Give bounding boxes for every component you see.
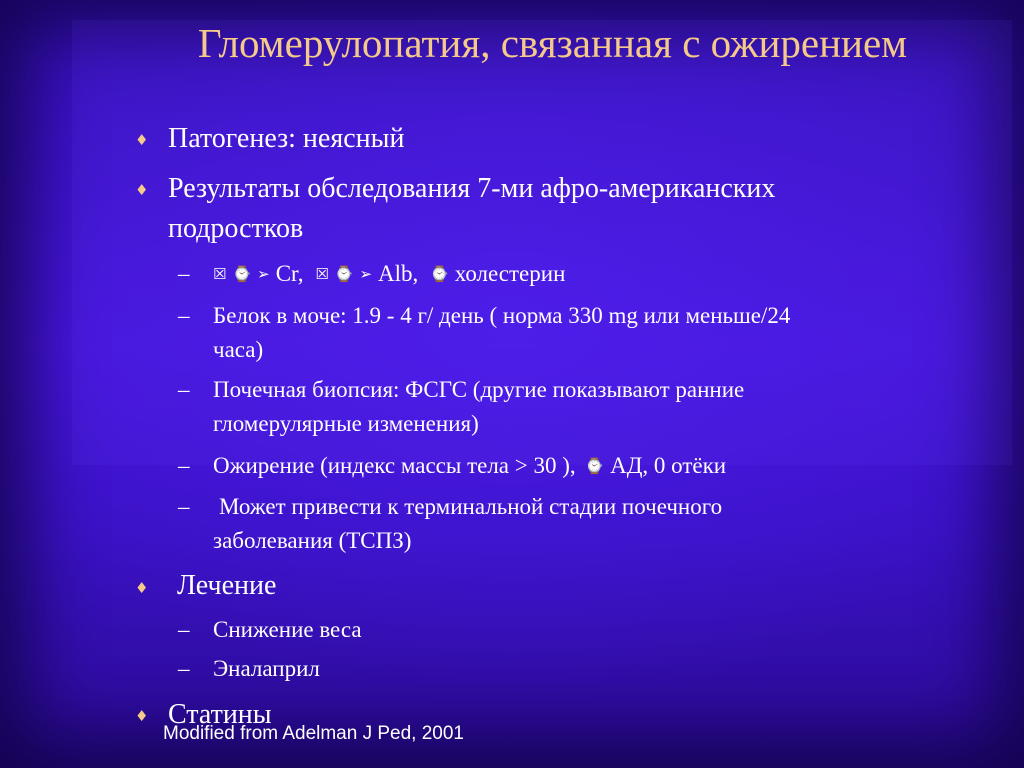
lab-cr: Cr, [275, 261, 304, 286]
arrow-symbol-icon: ➢ [257, 265, 270, 283]
bullet-treatment: Лечение [177, 570, 277, 601]
dash-bullet-icon: – [178, 617, 190, 642]
sub-protein-line2: часа) [213, 337, 264, 362]
arrow-symbol-icon: ➢ [359, 265, 373, 283]
diamond-bullet-icon: ♦ [135, 579, 149, 597]
sub-enalapril: Эналаприл [213, 656, 320, 681]
box-symbol-icon: ☒ [315, 265, 329, 283]
bullet-results-line1: Результаты обследования 7-ми афро-американских [168, 173, 776, 204]
sub-protein-line1: Белок в моче: 1.9 - 4 г/ день ( норма 330 mg или меньше/24 [213, 303, 791, 328]
sub-weight-loss: Снижение веса [213, 617, 362, 642]
diamond-bullet-icon: ♦ [135, 181, 149, 199]
lab-cholesterol: холестерин [454, 261, 566, 286]
dash-bullet-icon: – [178, 453, 190, 478]
diamond-bullet-icon: ♦ [135, 707, 149, 725]
dash-bullet-icon: – [178, 494, 190, 519]
sub-biopsy-line2: гломерулярные изменения) [213, 411, 479, 436]
sub-lab-values [213, 257, 565, 291]
box-symbol-icon: ☒ [213, 265, 227, 283]
clock-symbol-icon: ⌚ [430, 265, 449, 283]
bullet-pathogenesis: Патогенез: неясный [168, 123, 405, 154]
source-footer: Modified from Adelman J Ped, 2001 [163, 723, 465, 744]
clock-symbol-icon: ⌚ [334, 265, 354, 283]
obesity-bp-text: АД, 0 отёки [610, 453, 727, 478]
diamond-bullet-icon: ♦ [135, 131, 149, 149]
clock-symbol-icon: ⌚ [585, 457, 605, 475]
sub-obesity [213, 449, 726, 483]
dash-bullet-icon: – [178, 261, 190, 286]
dash-bullet-icon: – [178, 656, 190, 681]
sub-eskd-line1: Может привести к терминальной стадии почечного [219, 494, 723, 519]
dash-bullet-icon: – [178, 377, 190, 402]
obesity-text: Ожирение (индекс массы тела > 30 ), [213, 453, 576, 478]
clock-symbol-icon: ⌚ [232, 265, 252, 283]
lab-alb: Alb, [378, 261, 419, 286]
sub-eskd-line2: заболевания (ТСПЗ) [213, 528, 412, 553]
bullet-statins: Статины [168, 699, 272, 730]
slide-title: Гломерулопатия, связанная с ожирением [197, 20, 908, 66]
bullet-results-line2: подростков [168, 213, 304, 244]
sub-biopsy-line1: Почечная биопсия: ФСГС (другие показывают ранние [213, 377, 745, 402]
dash-bullet-icon: – [178, 303, 190, 328]
